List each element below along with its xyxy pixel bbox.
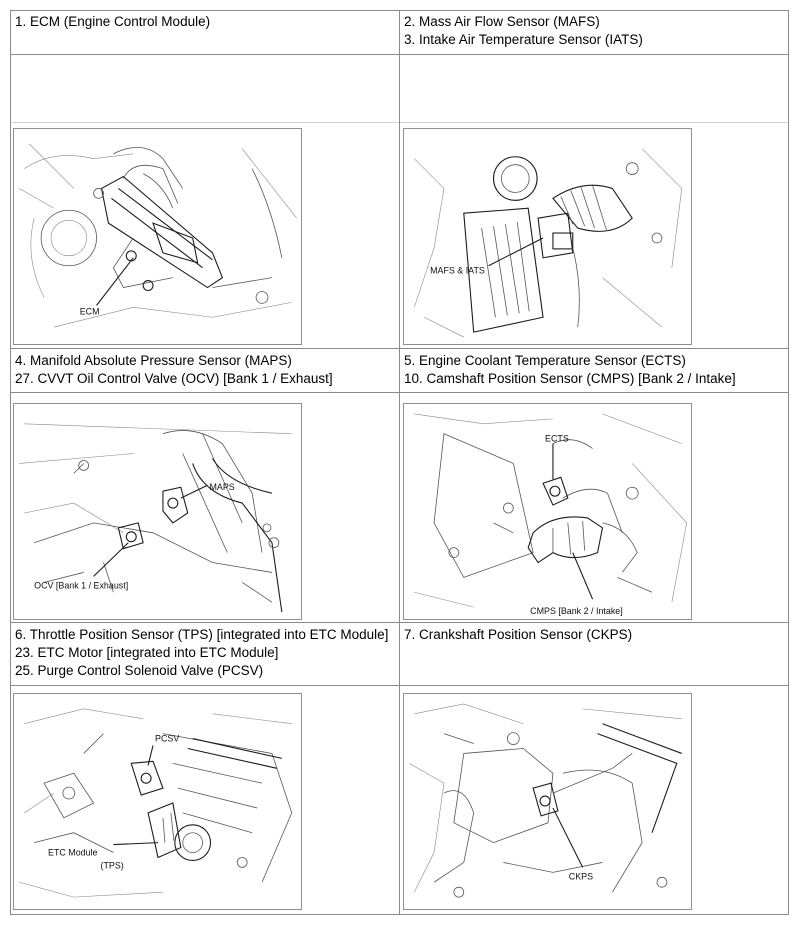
ects-cmps-figure	[403, 403, 692, 620]
maps-label: MAPS	[209, 482, 235, 493]
maps-illustration	[14, 404, 301, 619]
table-middle-rule	[399, 10, 400, 915]
maps-ocv-header-cell	[10, 349, 399, 393]
component-location-table	[10, 10, 789, 915]
etc-module-label: ETC Module	[48, 847, 98, 858]
mafs-illustration	[404, 129, 691, 344]
throttle-body-illustration	[14, 694, 301, 909]
ckps-figure	[403, 693, 692, 910]
tps-header-line: 6. Throttle Position Sensor (TPS) [integrated into ETC Module]	[15, 627, 389, 642]
ecm-figure	[13, 128, 302, 345]
pcsv-header-line: 25. Purge Control Solenoid Valve (PCSV)	[15, 663, 264, 678]
ects-illustration	[404, 404, 691, 619]
pcsv-label: PCSV	[155, 733, 180, 744]
maps-header-line: 4. Manifold Absolute Pressure Sensor (MAPS)	[15, 353, 292, 368]
ecm-header-line: 1. ECM (Engine Control Module)	[15, 14, 211, 29]
etc-motor-header-line: 23. ETC Motor [integrated into ETC Module]	[15, 645, 279, 660]
mafs-iats-label: MAFS & IATS	[430, 265, 485, 276]
ocv-label: OCV [Bank 1 / Exhaust]	[34, 580, 129, 591]
cmps-label: CMPS [Bank 2 / Intake]	[530, 606, 623, 617]
ects-label: ECTS	[545, 433, 569, 444]
maps-ocv-figure	[13, 403, 302, 620]
ects-cmps-header-cell	[399, 349, 789, 393]
ckps-label: CKPS	[568, 871, 594, 882]
ects-header-line: 5. Engine Coolant Temperature Sensor (ECTS)	[404, 353, 686, 368]
table-right-rule	[788, 10, 789, 915]
ckps-header-line: 7. Crankshaft Position Sensor (CKPS)	[404, 627, 633, 642]
ocv-header-line: 27. CVVT Oil Control Valve (OCV) [Bank 1 / Exhaust]	[15, 371, 333, 386]
ckps-illustration	[404, 694, 691, 909]
tps-etc-pcsv-header-cell	[10, 623, 399, 685]
ecm-label: ECM	[79, 306, 100, 317]
cmps-header-line: 10. Camshaft Position Sensor (CMPS) [Bank 2 / Intake]	[404, 371, 736, 386]
table-left-rule	[10, 10, 11, 915]
iats-header-line: 3. Intake Air Temperature Sensor (IATS)	[404, 32, 643, 47]
ecm-header-cell	[10, 10, 399, 54]
ecm-illustration	[14, 129, 301, 344]
mafs-header-line: 2. Mass Air Flow Sensor (MAFS)	[404, 14, 600, 29]
mafs-iats-header-cell	[399, 10, 789, 54]
ckps-header-cell	[399, 623, 789, 685]
tps-etc-pcsv-figure	[13, 693, 302, 910]
mafs-iats-figure	[403, 128, 692, 345]
tps-label: (TPS)	[100, 860, 124, 871]
